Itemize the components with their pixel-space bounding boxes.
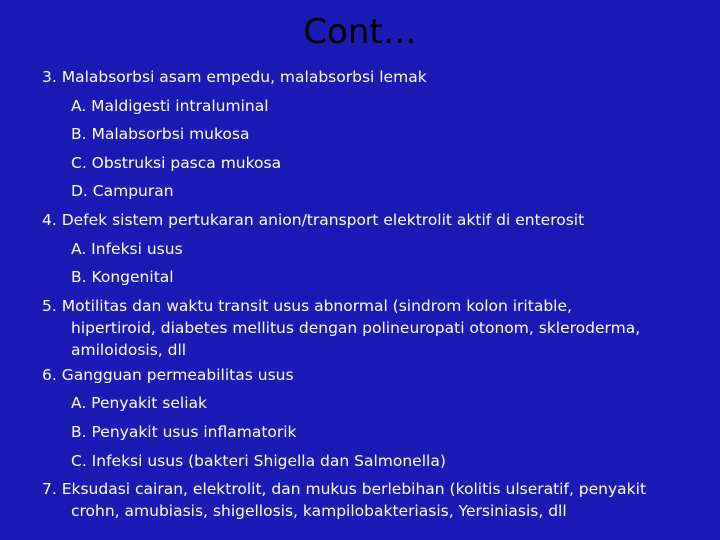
list-item: B. Kongenital	[71, 268, 174, 287]
list-item: 7. Eksudasi cairan, elektrolit, dan mukus berlebihan (kolitis ulseratif, penyakit	[42, 480, 647, 499]
list-item: 4. Defek sistem pertukaran anion/transport elektrolit aktif di enterosit	[42, 210, 585, 229]
list-item: B. Malabsorbsi mukosa	[71, 125, 250, 144]
list-item: 3. Malabsorbsi asam empedu, malabsorbsi lemak	[42, 68, 427, 86]
list-item: A. Maldigesti intraluminal	[71, 96, 269, 115]
list-item-continuation: hipertiroid, diabetes mellitus dengan polineuropati otonom, skleroderma,	[71, 318, 641, 337]
list-item: D. Campuran	[71, 182, 174, 201]
list-item-continuation: amiloidosis, dll	[71, 340, 187, 359]
list-item-continuation: crohn, amubiasis, shigellosis, kampilobakteriasis, Yersiniasis, dll	[71, 502, 567, 521]
slide-title: Cont…	[303, 12, 417, 52]
list-item: B. Penyakit usus inflamatorik	[71, 422, 297, 441]
list-item: A. Infeksi usus	[71, 239, 183, 258]
list-item: A. Penyakit seliak	[71, 394, 207, 413]
list-item: C. Obstruksi pasca mukosa	[71, 153, 282, 172]
list-item: 6. Gangguan permeabilitas usus	[42, 365, 294, 384]
list-item: C. Infeksi usus (bakteri Shigella dan Salmonella)	[71, 451, 446, 470]
slide-body	[42, 63, 712, 522]
list-item: 5. Motilitas dan waktu transit usus abnormal (sindrom kolon iritable,	[42, 296, 572, 315]
